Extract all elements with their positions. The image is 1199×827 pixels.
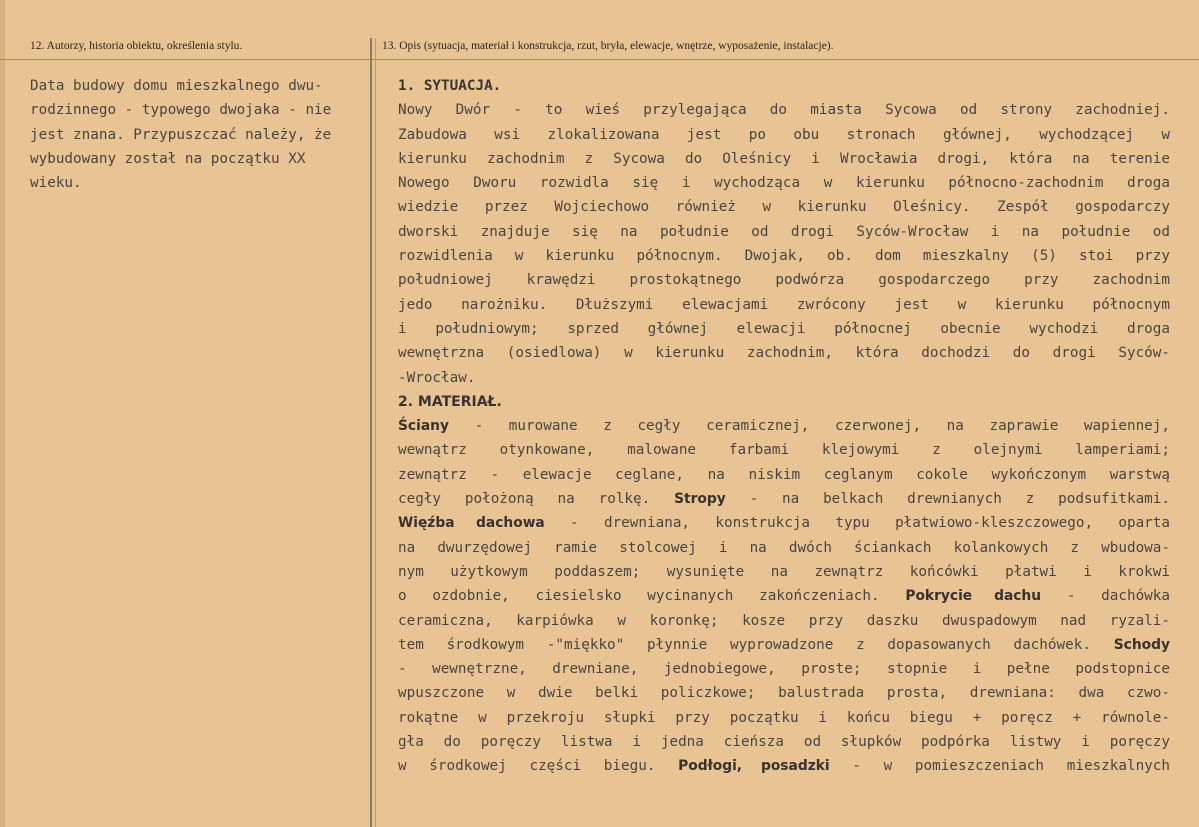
right-column-header: 13. Opis (sytuacja, materiał i konstrukcja, rzut, bryła, elewacje, wnętrze, wyposażenie, instalacje). bbox=[382, 40, 834, 52]
text-span: cegły położoną na rolkę. bbox=[398, 491, 675, 508]
column-divider bbox=[370, 38, 372, 827]
text-line bbox=[398, 414, 1170, 438]
text-line: Data budowy domu mieszkalnego dwu- bbox=[30, 78, 323, 94]
text-line: dworski znajduje się na południe od drogi Syców-Wrocław i na południe od bbox=[398, 223, 1170, 240]
text-line: i południowym; sprzed głównej elewacji północnej obecnie wychodzi droga bbox=[398, 320, 1170, 337]
term-walls: Ściany bbox=[398, 418, 449, 435]
term-roof-covering: Pokrycie dachu bbox=[905, 588, 1042, 605]
history-text bbox=[30, 74, 366, 195]
text-line: wieku. bbox=[30, 175, 82, 192]
text-line: Zabudowa wsi zlokalizowana jest po obu stronach głównej, wychodzącej w bbox=[398, 126, 1170, 143]
text-line: gła do poręczy listwa i jedna cieńsza od słupków podpórka listwy i poręczy bbox=[398, 734, 1170, 751]
text-span: - w pomieszczeniach mieszkalnych bbox=[829, 758, 1171, 775]
text-line: nym użytkowym poddaszem; wysunięte na zewnątrz końcówki płatwi i krokwi bbox=[398, 563, 1170, 580]
text-line: jedo narożniku. Dłuższymi elewacjami zwrócony jest w kierunku północnym bbox=[398, 296, 1170, 313]
text-line: wybudowany został na początku XX bbox=[30, 150, 306, 167]
text-line: -Wrocław. bbox=[398, 369, 476, 386]
term-roof-truss: Więźba dachowa bbox=[398, 515, 545, 532]
text-line bbox=[398, 584, 1170, 608]
text-line: rokątne w przekroju słupki przy początku i końcu biegu + poręcz + równole- bbox=[398, 709, 1170, 726]
text-line: rodzinnego - typowego dwojaka - nie bbox=[30, 102, 332, 119]
section-heading-situation: 1. SYTUACJA. bbox=[398, 78, 502, 94]
text-line bbox=[398, 754, 1170, 778]
text-span: - drewniana, konstrukcja typu płatwiowo-kleszczowego, oparta bbox=[544, 515, 1170, 532]
text-line: na dwurzędowej ramie stolcowej i na dwóch ściankach kolankowych z wbudowa- bbox=[398, 539, 1170, 556]
column-divider-secondary bbox=[375, 38, 376, 827]
text-line: jest znana. Przypuszczać należy, że bbox=[30, 126, 332, 143]
text-line: wiedzie przez Wojciechowo również w kierunku Oleśnicy. Zespół gospodarczy bbox=[398, 199, 1170, 216]
text-span: tem środkowym -"miękko" płynnie wyprowadzone z dopasowanych dachówek. bbox=[398, 636, 1114, 653]
text-line bbox=[398, 511, 1170, 535]
header-divider bbox=[0, 59, 1199, 60]
term-stairs: Schody bbox=[1113, 636, 1170, 653]
section-heading-material: 2. MATERIAŁ. bbox=[398, 393, 502, 410]
text-line bbox=[398, 633, 1170, 657]
text-line: - wewnętrzne, drewniane, jednobiegowe, proste; stopnie i pełne podstopnice bbox=[398, 661, 1170, 678]
text-line: wewnętrzna (osiedlowa) w kierunku zachodnim, która dochodzi do drogi Syców- bbox=[398, 345, 1170, 362]
description-text bbox=[398, 74, 1170, 779]
text-span: o ozdobnie, ciesielsko wycinanych zakończeniach. bbox=[398, 588, 906, 605]
text-span: - dachówka bbox=[1041, 588, 1170, 605]
text-line: rozwidlenia w kierunku północnym. Dwojak, ob. dom mieszkalny (5) stoi przy bbox=[398, 248, 1170, 265]
text-span: - murowane z cegły ceramicznej, czerwonej, na zaprawie wapiennej, bbox=[448, 418, 1170, 435]
text-span: - na belkach drewnianych z podsufitkami. bbox=[725, 491, 1171, 508]
term-floors: Podłogi, posadzki bbox=[678, 758, 830, 775]
text-line: Nowego Dworu rozwidla się i wychodząca w kierunku północno-zachodnim droga bbox=[398, 175, 1170, 192]
text-line: ceramiczna, karpiówka w koronkę; kosze przy daszku dwuspadowym nad ryzali- bbox=[398, 612, 1170, 629]
page-edge bbox=[0, 0, 5, 827]
text-span: w środkowej części biegu. bbox=[398, 758, 679, 775]
text-line: południowej krawędzi prostokątnego podwórza gospodarczego przy zachodnim bbox=[398, 272, 1170, 289]
text-line: wpuszczone w dwie belki policzkowe; balustrada prosta, drewniana: dwa czwo- bbox=[398, 685, 1170, 702]
text-line bbox=[398, 487, 1170, 511]
text-line: wewnątrz otynkowane, malowane farbami klejowymi z olejnymi lamperiami; bbox=[398, 442, 1170, 459]
term-ceilings: Stropy bbox=[674, 491, 726, 508]
text-line: kierunku zachodnim z Sycowa do Oleśnicy i Wrocławia drogi, która na terenie bbox=[398, 150, 1170, 167]
text-line: zewnątrz - elewacje ceglane, na niskim ceglanym cokole wykończonym warstwą bbox=[398, 466, 1170, 483]
text-line: Nowy Dwór - to wieś przylegająca do miasta Sycowa od strony zachodniej. bbox=[398, 102, 1170, 119]
left-column-header: 12. Autorzy, historia obiektu, określenia stylu. bbox=[30, 40, 243, 52]
